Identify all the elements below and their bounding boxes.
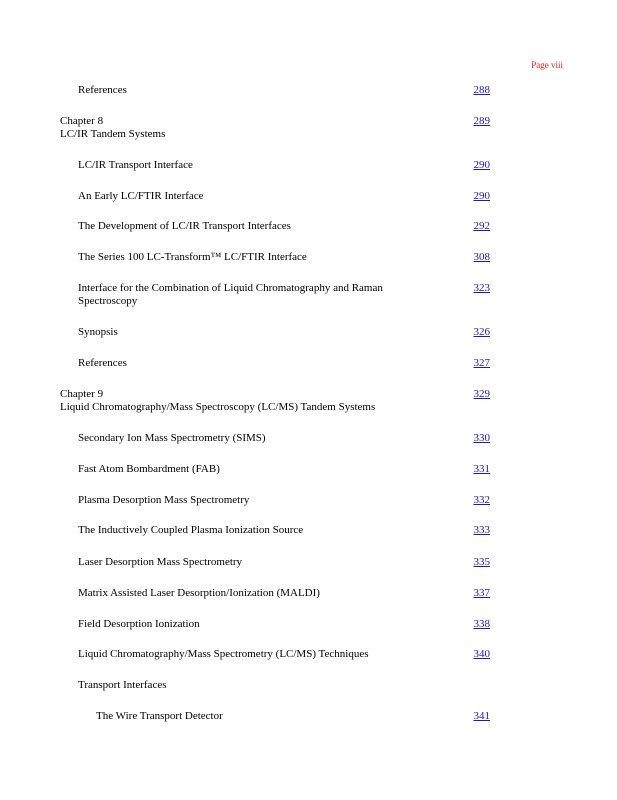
toc-page-link[interactable]: 326 — [473, 326, 490, 338]
toc-entry-title: Secondary Ion Mass Spectrometry (SIMS) — [78, 432, 266, 444]
toc-entry-title: Laser Desorption Mass Spectrometry — [78, 556, 243, 568]
toc-page-link[interactable]: 330 — [473, 432, 490, 444]
toc-page-link[interactable]: 327 — [473, 357, 490, 369]
toc-chapter — [60, 115, 490, 141]
toc-entry — [60, 357, 490, 370]
toc-page-link[interactable]: 323 — [473, 282, 490, 294]
toc-entry-title: Plasma Desorption Mass Spectrometry — [78, 494, 250, 506]
toc-page-link[interactable]: 288 — [473, 84, 490, 96]
toc-entry — [60, 618, 490, 631]
chapter-number: Chapter 9 — [60, 388, 104, 400]
toc-page-link[interactable]: 290 — [473, 190, 490, 202]
toc-entry — [60, 282, 490, 308]
toc-entry — [60, 524, 490, 537]
toc-entry-title: The Development of LC/IR Transport Interfaces — [78, 220, 291, 232]
toc-entry — [60, 494, 490, 507]
toc-entry — [60, 220, 490, 233]
toc-entry-title: Interface for the Combination of Liquid Chromatography and Raman Spectroscopy — [78, 282, 383, 307]
toc-page-link[interactable]: 308 — [473, 251, 490, 263]
toc-entry-title: References — [78, 357, 127, 369]
toc-entry — [60, 190, 490, 203]
toc-entry-title: Liquid Chromatography/Mass Spectrometry (LC/MS) Techniques — [78, 648, 369, 660]
toc-entry-title: Fast Atom Bombardment (FAB) — [78, 463, 220, 475]
toc-entry-title: LC/IR Transport Interface — [78, 159, 193, 171]
toc-entry — [60, 251, 490, 264]
toc-page-link[interactable]: 332 — [473, 494, 490, 506]
toc-page-link[interactable]: 329 — [473, 388, 490, 400]
toc-entry — [60, 648, 490, 661]
toc-entry-title: Synopsis — [78, 326, 118, 338]
toc-entry-title: The Series 100 LC-Transform™ LC/FTIR Interface — [78, 251, 307, 263]
toc-entry — [60, 432, 490, 445]
toc-entry — [60, 710, 490, 723]
toc-page-link[interactable]: 292 — [473, 220, 490, 232]
toc-entry-title: The Inductively Coupled Plasma Ionization Source — [78, 524, 304, 536]
toc-page-link[interactable]: 337 — [473, 587, 490, 599]
toc-entry — [60, 463, 490, 476]
chapter-number: Chapter 8 — [60, 115, 104, 127]
toc-entry — [60, 326, 490, 339]
toc-page-link[interactable]: 331 — [473, 463, 490, 475]
toc-entry — [60, 84, 490, 97]
chapter-title: Liquid Chromatography/Mass Spectroscopy (LC/MS) Tandem Systems — [60, 401, 376, 413]
toc-entry-title: An Early LC/FTIR Interface — [78, 190, 204, 202]
toc-entry — [60, 159, 490, 172]
toc-page-link[interactable]: 340 — [473, 648, 490, 660]
toc-entry-title: Transport Interfaces — [78, 679, 167, 691]
toc-page-link[interactable]: 335 — [473, 556, 490, 568]
toc-page-link[interactable]: 338 — [473, 618, 490, 630]
page-label: Page viii — [531, 60, 563, 70]
toc-entry-title: The Wire Transport Detector — [96, 710, 223, 722]
toc-page-link[interactable]: 290 — [473, 159, 490, 171]
toc-entry-title: Field Desorption Ionization — [78, 618, 200, 630]
chapter-title: LC/IR Tandem Systems — [60, 128, 166, 140]
toc-entry-title: Matrix Assisted Laser Desorption/Ionization (MALDI) — [78, 587, 320, 599]
toc-chapter — [60, 388, 490, 414]
toc-entry-title: References — [78, 84, 127, 96]
toc-entry — [60, 679, 490, 692]
toc-page-link[interactable]: 289 — [473, 115, 490, 127]
toc-page-link[interactable]: 341 — [473, 710, 490, 722]
toc-entry — [60, 587, 490, 600]
toc-entry — [60, 556, 490, 569]
toc-page-link[interactable]: 333 — [473, 524, 490, 536]
